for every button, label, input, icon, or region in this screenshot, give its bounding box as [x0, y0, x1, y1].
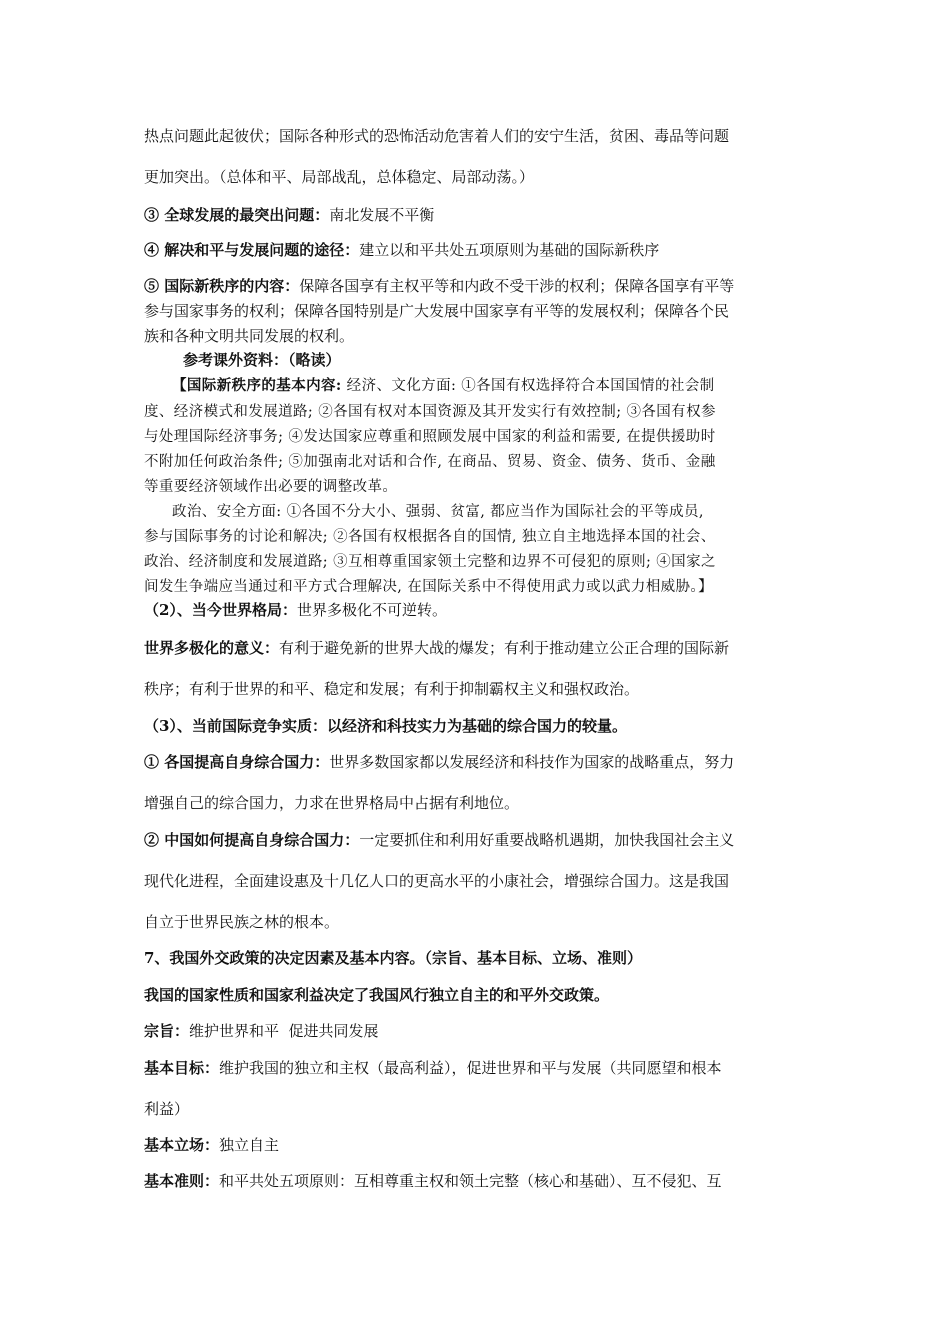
- bold-label: 基本立场：: [144, 1136, 220, 1154]
- bold-label: ② 中国如何提高自身综合国力：: [144, 831, 360, 849]
- reference-line: 度、经济模式和发展道路; ②各国有权对本国资源及其开发实行有效控制; ③各国有权参: [144, 404, 716, 420]
- bold-label: ⑤ 国际新秩序的内容：: [144, 277, 300, 295]
- reference-line: 等重要经济领域作出必要的调整改革。: [144, 479, 398, 495]
- section-heading: 我国的国家性质和国家利益决定了我国风行独立自主的和平外交政策。: [144, 986, 610, 1004]
- bold-label: ① 各国提高自身综合国力：: [144, 753, 330, 771]
- heading-line: [144, 1021, 379, 1041]
- section-heading: 7、我国外交政策的决定因素及基本内容。（宗旨、基本目标、立场、准则）: [144, 949, 642, 967]
- label-text: 经济、文化方面: ①各国有权选择符合本国国情的社会制: [341, 378, 715, 394]
- label-text: 和平共处五项原则：互相尊重主权和领土完整（核心和基础）、互不侵犯、互: [219, 1172, 722, 1190]
- paragraph-line: 增强自己的综合国力，力求在世界格局中占据有利地位。: [144, 794, 520, 812]
- bold-label: ③ 全球发展的最突出问题：: [144, 206, 330, 224]
- heading-line: [144, 638, 729, 658]
- heading-line: [144, 1058, 722, 1078]
- label-text: 有利于避免新的世界大战的爆发；有利于推动建立公正合理的国际新: [279, 639, 730, 657]
- label-text: 保障各国享有主权平等和内政不受干涉的权利；保障各国享有平等: [299, 277, 735, 295]
- heading-line: [144, 276, 734, 296]
- reference-line: 政治、安全方面: ①各国不分大小、强弱、贫富, 都应当作为国际社会的平等成员,: [172, 504, 704, 520]
- reference-line: 与处理国际经济事务; ④发达国家应尊重和照顾发展中国家的利益和需要, 在提供援助时: [144, 429, 716, 445]
- heading-line: [144, 600, 447, 620]
- paragraph-line: 族和各种文明共同发展的权利。: [144, 327, 355, 345]
- bold-label: 基本准则：: [144, 1172, 220, 1190]
- heading-line: [144, 1135, 279, 1155]
- label-text: 世界多极化不可逆转。: [296, 601, 447, 619]
- label-text: 维护我国的独立和主权（最高利益），促进世界和平与发展（共同愿望和根本: [219, 1059, 722, 1077]
- label-text: 维护世界和平 促进共同发展: [189, 1022, 379, 1040]
- reference-line: [172, 376, 715, 396]
- label-text: 世界多数国家都以发展经济和科技作为国家的战略重点，努力: [329, 753, 735, 771]
- paragraph-line: 更加突出。（总体和平、局部战乱，总体稳定、局部动荡。）: [144, 168, 535, 186]
- heading-line: [144, 1171, 722, 1191]
- reference-line: 政治、经济制度和发展道路; ③互相尊重国家领土完整和边界不可侵犯的原则; ④国家之: [144, 554, 716, 570]
- label-text: 一定要抓住和利用好重要战略机遇期，加快我国社会主义: [359, 831, 735, 849]
- bold-label: 世界多极化的意义：: [144, 639, 280, 657]
- paragraph-line: 自立于世界民族之林的根本。: [144, 913, 340, 931]
- bold-label: （2）、当今世界格局：: [144, 601, 297, 619]
- reference-heading: 参考课外资料：（略读）: [183, 351, 341, 369]
- paragraph-line: 秩序；有利于世界的和平、稳定和发展；有利于抑制霸权主义和强权政治。: [144, 680, 640, 698]
- heading-line: [144, 240, 659, 260]
- paragraph-line: 利益）: [144, 1100, 190, 1118]
- label-text: 南北发展不平衡: [329, 206, 435, 224]
- reference-line: 参与国际事务的讨论和解决; ②各国有权根据各自的国情, 独立自主地选择本国的社会、: [144, 529, 716, 545]
- heading-line: [144, 752, 734, 772]
- reference-line: 不附加任何政治条件; ⑤加强南北对话和合作, 在商品、贸易、资金、债务、货币、金融: [144, 454, 716, 470]
- reference-line: 间发生争端应当通过和平方式合理解决, 在国际关系中不得使用武力或以武力相威胁。】: [144, 579, 713, 595]
- bold-label: 基本目标：: [144, 1059, 220, 1077]
- label-text: 建立以和平共处五项原则为基础的国际新秩序: [359, 241, 660, 259]
- bold-label: ④ 解决和平与发展问题的途径：: [144, 241, 360, 259]
- bold-label: 【国际新秩序的基本内容:: [172, 377, 342, 394]
- paragraph-line: 现代化进程，全面建设惠及十几亿人口的更高水平的小康社会，增强综合国力。这是我国: [144, 872, 730, 890]
- section-heading: （3）、当前国际竞争实质：以经济和科技实力为基础的综合国力的较量。: [144, 717, 627, 735]
- heading-line: [144, 830, 734, 850]
- heading-line: [144, 205, 434, 225]
- paragraph-line: 参与国家事务的权利；保障各国特别是广大发展中国家享有平等的发展权利；保障各个民: [144, 302, 730, 320]
- paragraph-line: 热点问题此起彼伏；国际各种形式的恐怖活动危害着人们的安宁生活，贫困、毒品等问题: [144, 127, 730, 145]
- bold-label: 宗旨：: [144, 1022, 190, 1040]
- label-text: 独立自主: [219, 1136, 280, 1154]
